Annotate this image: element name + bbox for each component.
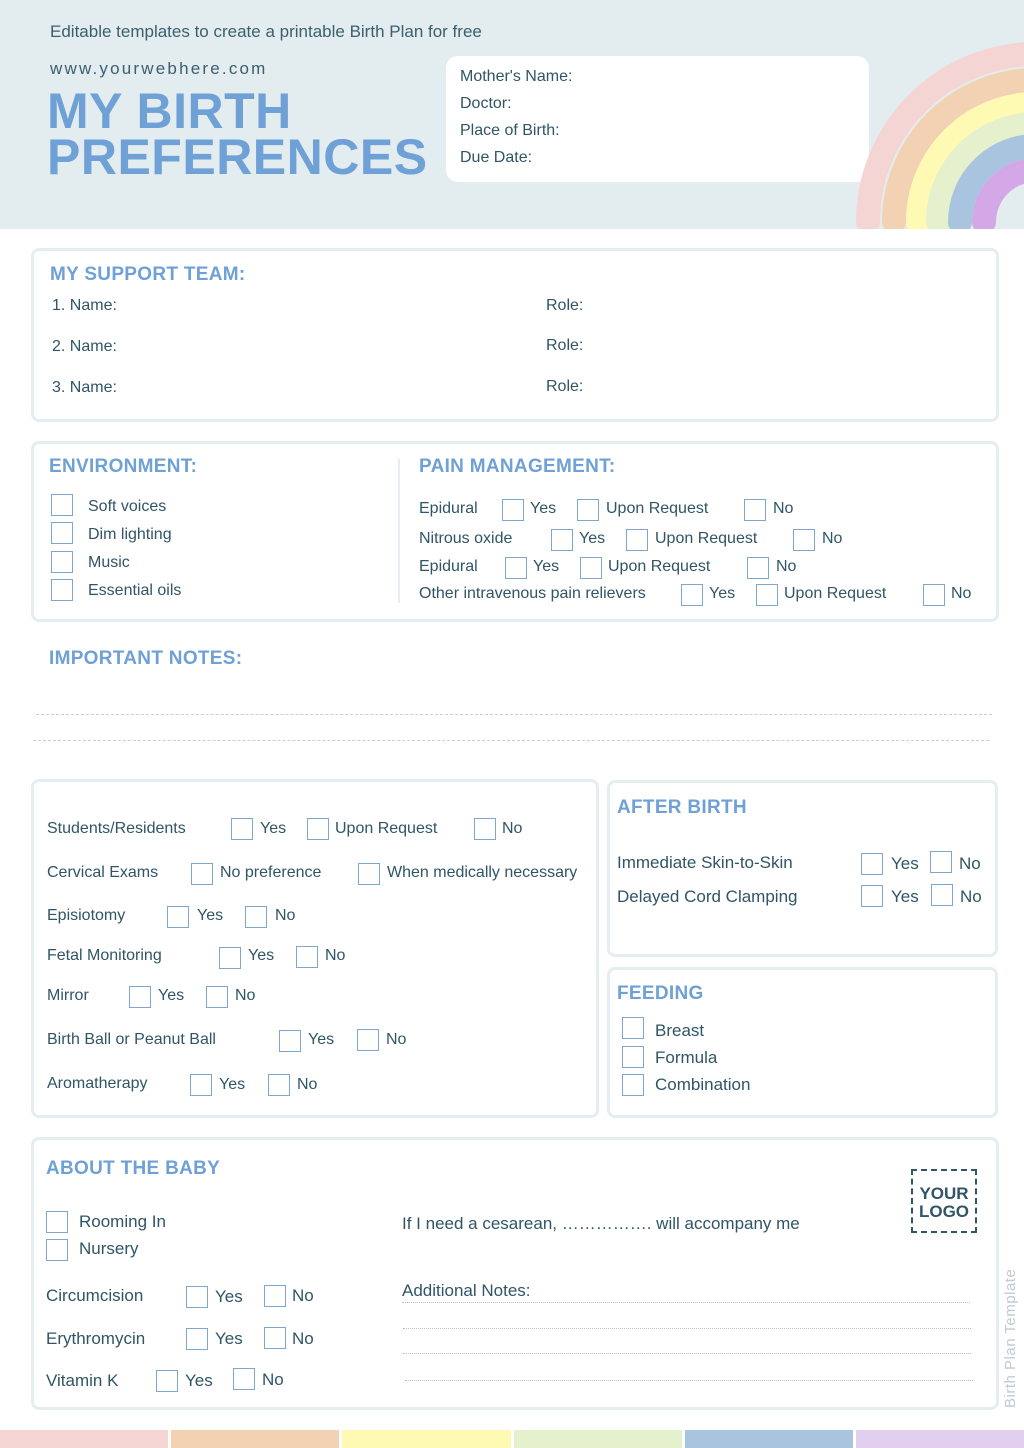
option-no: No: [262, 1370, 284, 1389]
option-no: No: [275, 907, 296, 924]
additional-notes-line-2[interactable]: [403, 1328, 971, 1329]
option-yes: Yes: [215, 1287, 243, 1306]
pain-label-other-iv: Other intravenous pain relievers: [419, 585, 646, 602]
checkbox-aromatherapy-no[interactable]: [268, 1074, 290, 1096]
option-music: Music: [88, 554, 130, 571]
option-yes: Yes: [197, 907, 224, 924]
option-yes: Yes: [709, 585, 736, 602]
stripe-peach: [171, 1430, 339, 1448]
checkbox-epidural2-no[interactable]: [747, 557, 769, 579]
checkbox-cord-no[interactable]: [931, 884, 953, 906]
checkbox-skin-yes[interactable]: [861, 853, 883, 875]
checkbox-students-upon-request[interactable]: [307, 818, 329, 840]
additional-notes-line-1[interactable]: [402, 1302, 970, 1303]
option-yes: Yes: [891, 854, 919, 873]
stripe-pink: [0, 1430, 168, 1448]
support-team-heading: MY SUPPORT TEAM:: [50, 264, 246, 285]
option-when-medically-necessary: When medically necessary: [387, 864, 578, 881]
place-of-birth-field[interactable]: Place of Birth:: [460, 122, 560, 139]
doctor-field[interactable]: Doctor:: [460, 95, 512, 112]
logo-line-2: LOGO: [918, 1202, 970, 1221]
checkbox-students-yes[interactable]: [231, 818, 253, 840]
checkbox-essential-oils[interactable]: [51, 579, 73, 601]
option-essential-oils: Essential oils: [88, 582, 182, 599]
option-no: No: [960, 887, 982, 906]
logo-placeholder[interactable]: [911, 1169, 977, 1233]
option-yes: Yes: [215, 1329, 243, 1348]
mother-info-card: [446, 56, 869, 182]
option-yes: Yes: [248, 947, 275, 964]
checkbox-vitamin-k-no[interactable]: [233, 1368, 255, 1390]
support-name-2[interactable]: 2. Name:: [52, 338, 117, 355]
option-no: No: [773, 500, 794, 517]
notes-line-1[interactable]: [36, 714, 992, 715]
checkbox-cord-yes[interactable]: [861, 885, 883, 907]
checkbox-aromatherapy-yes[interactable]: [190, 1074, 212, 1096]
option-yes: Yes: [579, 530, 606, 547]
label-vitamin-k: Vitamin K: [46, 1371, 119, 1390]
pain-management-heading: PAIN MANAGEMENT:: [419, 456, 616, 477]
checkbox-mirror-yes[interactable]: [129, 986, 151, 1008]
checkbox-music[interactable]: [51, 551, 73, 573]
title-line-2: PREFERENCES: [47, 129, 428, 185]
important-notes-heading: IMPORTANT NOTES:: [49, 648, 243, 669]
about-baby-heading: ABOUT THE BABY: [46, 1158, 221, 1179]
option-no: No: [325, 947, 346, 964]
option-no: No: [822, 530, 843, 547]
checkbox-other-iv-yes[interactable]: [681, 584, 703, 606]
additional-notes-line-3[interactable]: [403, 1353, 971, 1354]
option-breast: Breast: [655, 1021, 705, 1040]
option-yes: Yes: [158, 987, 185, 1004]
option-formula: Formula: [655, 1048, 718, 1067]
label-cervical-exams: Cervical Exams: [47, 864, 159, 881]
support-name-1[interactable]: 1. Name:: [52, 297, 117, 314]
additional-notes-label: Additional Notes:: [402, 1281, 531, 1300]
checkbox-nitrous-upon-request[interactable]: [626, 529, 648, 551]
option-no: No: [235, 987, 256, 1004]
checkbox-episiotomy-no[interactable]: [245, 906, 267, 928]
label-erythromycin: Erythromycin: [46, 1329, 146, 1348]
label-students-residents: Students/Residents: [47, 820, 186, 837]
option-combination: Combination: [655, 1075, 751, 1094]
option-no-preference: No preference: [220, 864, 322, 881]
option-no: No: [776, 558, 797, 575]
rainbow-icon: [850, 40, 1024, 229]
label-cord-clamping: Delayed Cord Clamping: [617, 887, 798, 906]
mothers-name-field[interactable]: Mother's Name:: [460, 68, 573, 85]
checkbox-nitrous-no[interactable]: [793, 529, 815, 551]
option-yes: Yes: [530, 500, 557, 517]
logo-line-1: YOUR: [919, 1184, 969, 1203]
checkbox-birth-ball-yes[interactable]: [279, 1030, 301, 1052]
cesarean-companion-field[interactable]: If I need a cesarean, ……………. will accompany me: [402, 1214, 800, 1233]
label-mirror: Mirror: [47, 987, 89, 1004]
after-birth-heading: AFTER BIRTH: [617, 797, 747, 818]
option-upon-request: Upon Request: [608, 558, 711, 575]
checkbox-episiotomy-yes[interactable]: [167, 906, 189, 928]
option-no: No: [297, 1076, 318, 1093]
checkbox-soft-voices[interactable]: [51, 494, 73, 516]
due-date-field[interactable]: Due Date:: [460, 149, 533, 166]
pain-label-epidural-2: Epidural: [419, 558, 478, 575]
stripe-green: [514, 1430, 682, 1448]
section-divider: [398, 459, 400, 603]
checkbox-erythromycin-no[interactable]: [264, 1327, 286, 1349]
option-no: No: [959, 854, 981, 873]
option-upon-request: Upon Request: [655, 530, 758, 547]
option-yes: Yes: [308, 1031, 335, 1048]
checkbox-skin-no[interactable]: [930, 851, 952, 873]
checkbox-epidural2-yes[interactable]: [505, 557, 527, 579]
label-circumcision: Circumcision: [46, 1286, 144, 1305]
checkbox-epidural-yes[interactable]: [502, 499, 524, 521]
label-skin-to-skin: Immediate Skin-to-Skin: [617, 853, 793, 872]
option-no: No: [386, 1031, 407, 1048]
checkbox-breast[interactable]: [622, 1017, 644, 1039]
support-role-3[interactable]: Role:: [546, 378, 584, 395]
notes-line-2[interactable]: [33, 740, 989, 741]
checkbox-circumcision-yes[interactable]: [186, 1286, 208, 1308]
option-no: No: [292, 1329, 314, 1348]
checkbox-erythromycin-yes[interactable]: [186, 1328, 208, 1350]
website-url: www.yourwebhere.com: [50, 59, 268, 78]
side-template-label: Birth Plan Template: [1002, 1268, 1019, 1408]
option-no: No: [502, 820, 523, 837]
checkbox-students-no[interactable]: [474, 818, 496, 840]
pain-label-epidural: Epidural: [419, 500, 478, 517]
option-rooming-in: Rooming In: [79, 1212, 166, 1231]
checkbox-nitrous-yes[interactable]: [551, 529, 573, 551]
option-yes: Yes: [533, 558, 560, 575]
header-banner: [0, 0, 1024, 229]
checkbox-mirror-no[interactable]: [206, 986, 228, 1008]
option-yes: Yes: [185, 1371, 213, 1390]
checkbox-cervical-when-necessary[interactable]: [358, 863, 380, 885]
option-nursery: Nursery: [79, 1239, 139, 1258]
support-role-1[interactable]: Role:: [546, 297, 584, 314]
environment-heading: ENVIRONMENT:: [49, 456, 198, 477]
option-yes: Yes: [260, 820, 287, 837]
checkbox-circumcision-no[interactable]: [264, 1285, 286, 1307]
checkbox-other-iv-no[interactable]: [923, 584, 945, 606]
checkbox-epidural-no[interactable]: [744, 499, 766, 521]
checkbox-fetal-no[interactable]: [296, 946, 318, 968]
checkbox-cervical-no-preference[interactable]: [191, 863, 213, 885]
label-episiotomy: Episiotomy: [47, 907, 126, 924]
option-no: No: [951, 585, 972, 602]
checkbox-birth-ball-no[interactable]: [357, 1029, 379, 1051]
checkbox-dim-lighting[interactable]: [51, 522, 73, 544]
option-dim-lighting: Dim lighting: [88, 526, 172, 543]
checkbox-other-iv-upon-request[interactable]: [756, 584, 778, 606]
support-name-3[interactable]: 3. Name:: [52, 379, 117, 396]
stripe-blue: [685, 1430, 853, 1448]
label-birth-ball: Birth Ball or Peanut Ball: [47, 1031, 216, 1048]
checkbox-vitamin-k-yes[interactable]: [156, 1370, 178, 1392]
checkbox-epidural2-upon-request[interactable]: [580, 557, 602, 579]
tagline: Editable templates to create a printable Birth Plan for free: [50, 22, 482, 41]
option-yes: Yes: [219, 1076, 246, 1093]
checkbox-nursery[interactable]: [46, 1239, 68, 1261]
feeding-heading: FEEDING: [617, 983, 704, 1004]
additional-notes-line-4[interactable]: [405, 1380, 973, 1381]
stripe-lavender: [856, 1430, 1024, 1448]
title-line-1: MY BIRTH: [47, 83, 292, 139]
checkbox-fetal-yes[interactable]: [219, 947, 241, 969]
option-soft-voices: Soft voices: [88, 498, 167, 515]
pain-label-nitrous-oxide: Nitrous oxide: [419, 530, 513, 547]
option-upon-request: Upon Request: [784, 585, 887, 602]
checkbox-rooming-in[interactable]: [46, 1211, 68, 1233]
footer-color-stripes: [0, 1430, 1024, 1448]
checkbox-epidural-upon-request[interactable]: [577, 499, 599, 521]
checkbox-formula[interactable]: [622, 1046, 644, 1068]
support-role-2[interactable]: Role:: [546, 337, 584, 354]
checkbox-combination[interactable]: [622, 1074, 644, 1096]
page-title: [47, 83, 428, 185]
option-upon-request: Upon Request: [335, 820, 438, 837]
option-no: No: [292, 1286, 314, 1305]
stripe-yellow: [342, 1430, 510, 1448]
label-fetal-monitoring: Fetal Monitoring: [47, 947, 162, 964]
label-aromatherapy: Aromatherapy: [47, 1075, 148, 1092]
option-yes: Yes: [891, 887, 919, 906]
option-upon-request: Upon Request: [606, 500, 709, 517]
